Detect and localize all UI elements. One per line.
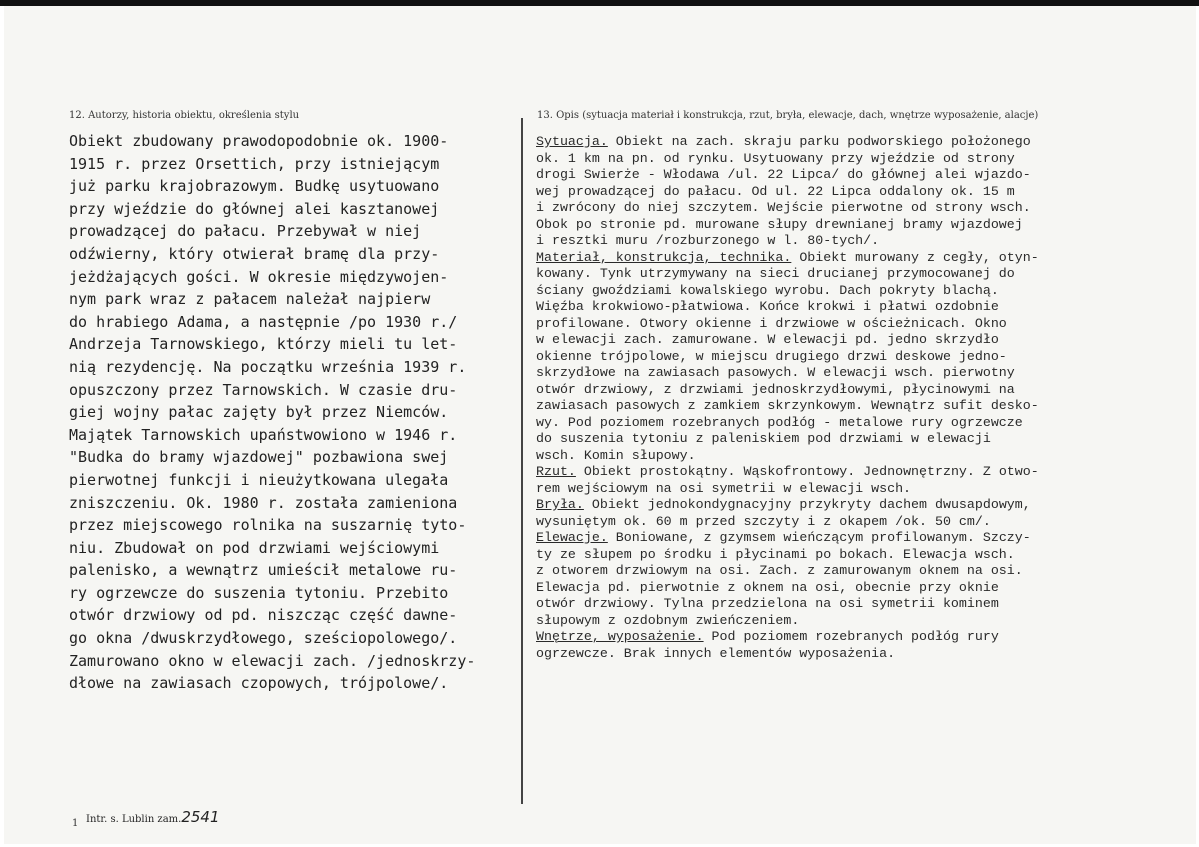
- description-text: do suszenia tytoniu z paleniskiem pod drzwiami w elewacji: [536, 431, 991, 446]
- section-heading: Rzut.: [536, 464, 576, 479]
- description-text: okienne trójpolowe, w miejscu drugiego drzwi deskowe jedno-: [536, 348, 1007, 364]
- description-text-line: [536, 151, 1196, 168]
- history-text-line: jeżdżających gości. W okresie międzywojen-: [69, 267, 449, 286]
- description-text: Obiekt jednokondygnacyjny przykryty dachem dwusapdowym,: [583, 497, 1031, 512]
- description-text: wysuniętym ok. 60 m przed szczyty i z okapem /ok. 50 cm/.: [536, 513, 991, 529]
- inventory-label: Intr. s. Lublin zam.: [86, 814, 182, 825]
- description-text: rem wejściowym na osi symetrii w elewacji wsch.: [536, 480, 912, 496]
- description-text-line: [536, 250, 1196, 267]
- history-text-line: Obiekt zbudowany prawodopodobnie ok. 1900-: [69, 132, 449, 150]
- description-text-line: [536, 514, 1196, 531]
- history-text-line: Majątek Tarnowskich upaństwowiono w 1946 r.: [69, 425, 458, 444]
- description-text-line: [536, 316, 1196, 333]
- section-heading: Wnętrze, wyposażenie.: [536, 629, 704, 644]
- description-text: Obiekt prostokątny. Wąskofrontowy. Jednownętrzny. Z otwo-: [575, 464, 1039, 479]
- description-text-line: [536, 530, 1196, 547]
- section-heading: Sytuacja.: [536, 134, 608, 149]
- description-text: ok. 1 km na pn. od rynku. Usytuowany przy wjeździe od strony: [536, 150, 1015, 166]
- history-text-line: palenisko, a wewnątrz umieścił metalowe ru-: [69, 561, 458, 580]
- history-text-line: pierwotnej funkcji i nieużytkowana ulegała: [69, 470, 449, 489]
- description-text-line: [536, 398, 1196, 415]
- description-text-line: [536, 349, 1196, 366]
- description-text-line: [536, 233, 1196, 250]
- history-text-line: Andrzeja Tarnowskiego, którzy mieli tu let-: [69, 335, 458, 354]
- history-text-line: prowadzącej do pałacu. Przebywał w niej: [69, 222, 422, 241]
- left-section-header: 12. Autorzy, historia obiektu, określenia stylu: [69, 110, 300, 121]
- inventory-stamp: [86, 808, 220, 826]
- description-text-line: [536, 547, 1196, 564]
- history-text-line: ry ogrzewcze do suszenia tytoniu. Przebito: [69, 583, 449, 602]
- history-text-line: 1915 r. przez Orsettich, przy istniejącym: [69, 154, 440, 173]
- description-text-line: [536, 596, 1196, 613]
- history-text-line: giej wojny pałac zajęty był przez Niemców.: [69, 403, 449, 422]
- description-text-line: [536, 365, 1196, 382]
- description-text-line: [536, 217, 1196, 234]
- description-text-line: [536, 497, 1196, 514]
- description-text: Pod poziomem rozebranych podłóg rury: [703, 629, 999, 644]
- section-heading: Bryła.: [536, 497, 584, 512]
- section-heading: Materiał, konstrukcja, technika.: [536, 249, 792, 265]
- inventory-number: 2541: [181, 808, 220, 826]
- description-text-column: [536, 134, 1196, 662]
- history-text-line: dłowe na zawiasach czopowych, trójpolowe/.: [69, 674, 449, 693]
- description-text-line: [536, 266, 1196, 283]
- description-text: kowany. Tynk utrzymywany na sieci drucianej przymocowanej do: [536, 266, 1015, 281]
- history-text-line: odźwierny, który otwierał bramę dla przy-: [69, 244, 440, 263]
- description-text: Elewacja pd. pierwotnie z oknem na osi, obecnie przy oknie: [536, 579, 999, 595]
- description-text: i zwrócony do niej szczytem. Wejście pierwotne od strony wsch.: [536, 200, 1031, 215]
- history-text-line: go okna /dwuskrzydłowego, sześciopolowego/.: [69, 629, 458, 648]
- description-text-line: [536, 299, 1196, 316]
- description-text: skrzydłowe na zawiasach pasowych. W elewacji wsch. pierwotny: [536, 365, 1015, 380]
- history-text-line: już parku krajobrazowym. Budkę usytuowano: [69, 177, 440, 196]
- description-text-line: [536, 580, 1196, 597]
- description-text-line: [536, 464, 1196, 481]
- description-text: drogi Swierże - Włodawa /ul. 22 Lipca/ do głównej alei wjazdo-: [536, 167, 1031, 182]
- description-text: Więźba krokwiowo-płatwiowa. Końce krokwi i płatwi ozdobnie: [536, 299, 999, 314]
- history-text-line: przy wjeździe do głównej alei kasztanowej: [69, 199, 440, 218]
- description-text: otwór drzwiowy, z drzwiami jednoskrzydłowymi, płycinowymi na: [536, 381, 1015, 397]
- description-text-line: [536, 481, 1196, 498]
- description-text: wsch. Komin słupowy.: [536, 447, 696, 463]
- description-text-line: [536, 184, 1196, 201]
- right-section-header: 13. Opis (sytuacja materiał i konstrukcja, rzut, bryła, elewacje, dach, wnętrze wyposażenie, alacje): [537, 110, 1039, 121]
- description-text: wej prowadzącej do pałacu. Od ul. 22 Lipca oddalony ok. 15 m: [536, 183, 1015, 199]
- history-text-line: nią rezydencję. Na początku września 1939 r.: [69, 357, 467, 376]
- history-text-line: do hrabiego Adama, a następnie /po 1930 r./: [69, 312, 458, 331]
- description-text: otwór drzwiowy. Tylna przedzielona na osi symetrii kominem: [536, 596, 999, 611]
- description-text-line: [536, 200, 1196, 217]
- description-text: zawiasach pasowych z zamkiem skrzynkowym. Wewnątrz sufit desko-: [536, 398, 1039, 413]
- description-text: Obiekt na zach. skraju parku podworskiego położonego: [607, 134, 1031, 149]
- description-text-line: [536, 382, 1196, 399]
- description-text-line: [536, 332, 1196, 349]
- description-text: ty ze słupem po środku i płycinami po bokach. Elewacja wsch.: [536, 546, 1015, 562]
- description-text-line: [536, 563, 1196, 580]
- description-text-line: [536, 613, 1196, 630]
- description-text: i resztki muru /rozburzonego w l. 80-tych/.: [536, 233, 880, 248]
- history-text-line: otwór drzwiowy od pd. niszcząc część dawne-: [69, 606, 458, 625]
- description-text-line: [536, 629, 1196, 646]
- history-text-line: nym park wraz z pałacem należał najpierw: [69, 290, 431, 309]
- description-text-line: [536, 646, 1196, 663]
- description-text-line: [536, 415, 1196, 432]
- description-text-line: [536, 431, 1196, 448]
- description-text-line: [536, 448, 1196, 465]
- history-text-line: opuszczony przez Tarnowskich. W czasie dru-: [69, 380, 458, 399]
- description-text-line: [536, 167, 1196, 184]
- description-text-line: [536, 134, 1196, 151]
- description-text: słupowym z ozdobnym zwieńczeniem.: [536, 612, 800, 628]
- description-text: Boniowane, z gzymsem wieńczącym profilowanym. Szczy-: [607, 530, 1031, 545]
- description-text: wy. Pod poziomem rozebranych podłóg - metalowe rury ogrzewcze: [536, 414, 1023, 430]
- description-text: z otworem drzwiowym na osi. Zach. z zamurowanym oknem na osi.: [536, 563, 1023, 578]
- description-text: ogrzewcze. Brak innych elementów wyposażenia.: [536, 645, 896, 661]
- history-text-line: "Budka do bramy wjazdowej" pozbawiona swej: [69, 448, 449, 467]
- history-text-line: Zamurowano okno w elewacji zach. /jednoskrzy-: [69, 651, 476, 670]
- description-text: ściany gwoździami kowalskiego wyrobu. Dach pokryty blachą.: [536, 282, 999, 298]
- history-text-line: niu. Zbudował on pod drzwiami wejściowymi: [69, 538, 440, 557]
- section-heading: Elewacje.: [536, 530, 608, 545]
- history-text-line: przez miejscowego rolnika na suszarnię tyto-: [69, 516, 467, 535]
- description-text: profilowane. Otwory okienne i drzwiowe w ościeżnicach. Okno: [536, 315, 1007, 331]
- description-text: w elewacji zach. zamurowane. W elewacji pd. jedno skrzydło: [536, 332, 999, 347]
- description-text-line: [536, 283, 1196, 300]
- corner-mark: 1: [72, 818, 79, 829]
- description-text: Obok po stronie pd. murowane słupy drewnianej bramy wjazdowej: [536, 216, 1023, 232]
- history-text-column: [69, 130, 524, 695]
- description-text: Obiekt murowany z cegły, otyn-: [791, 249, 1039, 265]
- history-text-line: zniszczeniu. Ok. 1980 r. została zamieniona: [69, 493, 458, 512]
